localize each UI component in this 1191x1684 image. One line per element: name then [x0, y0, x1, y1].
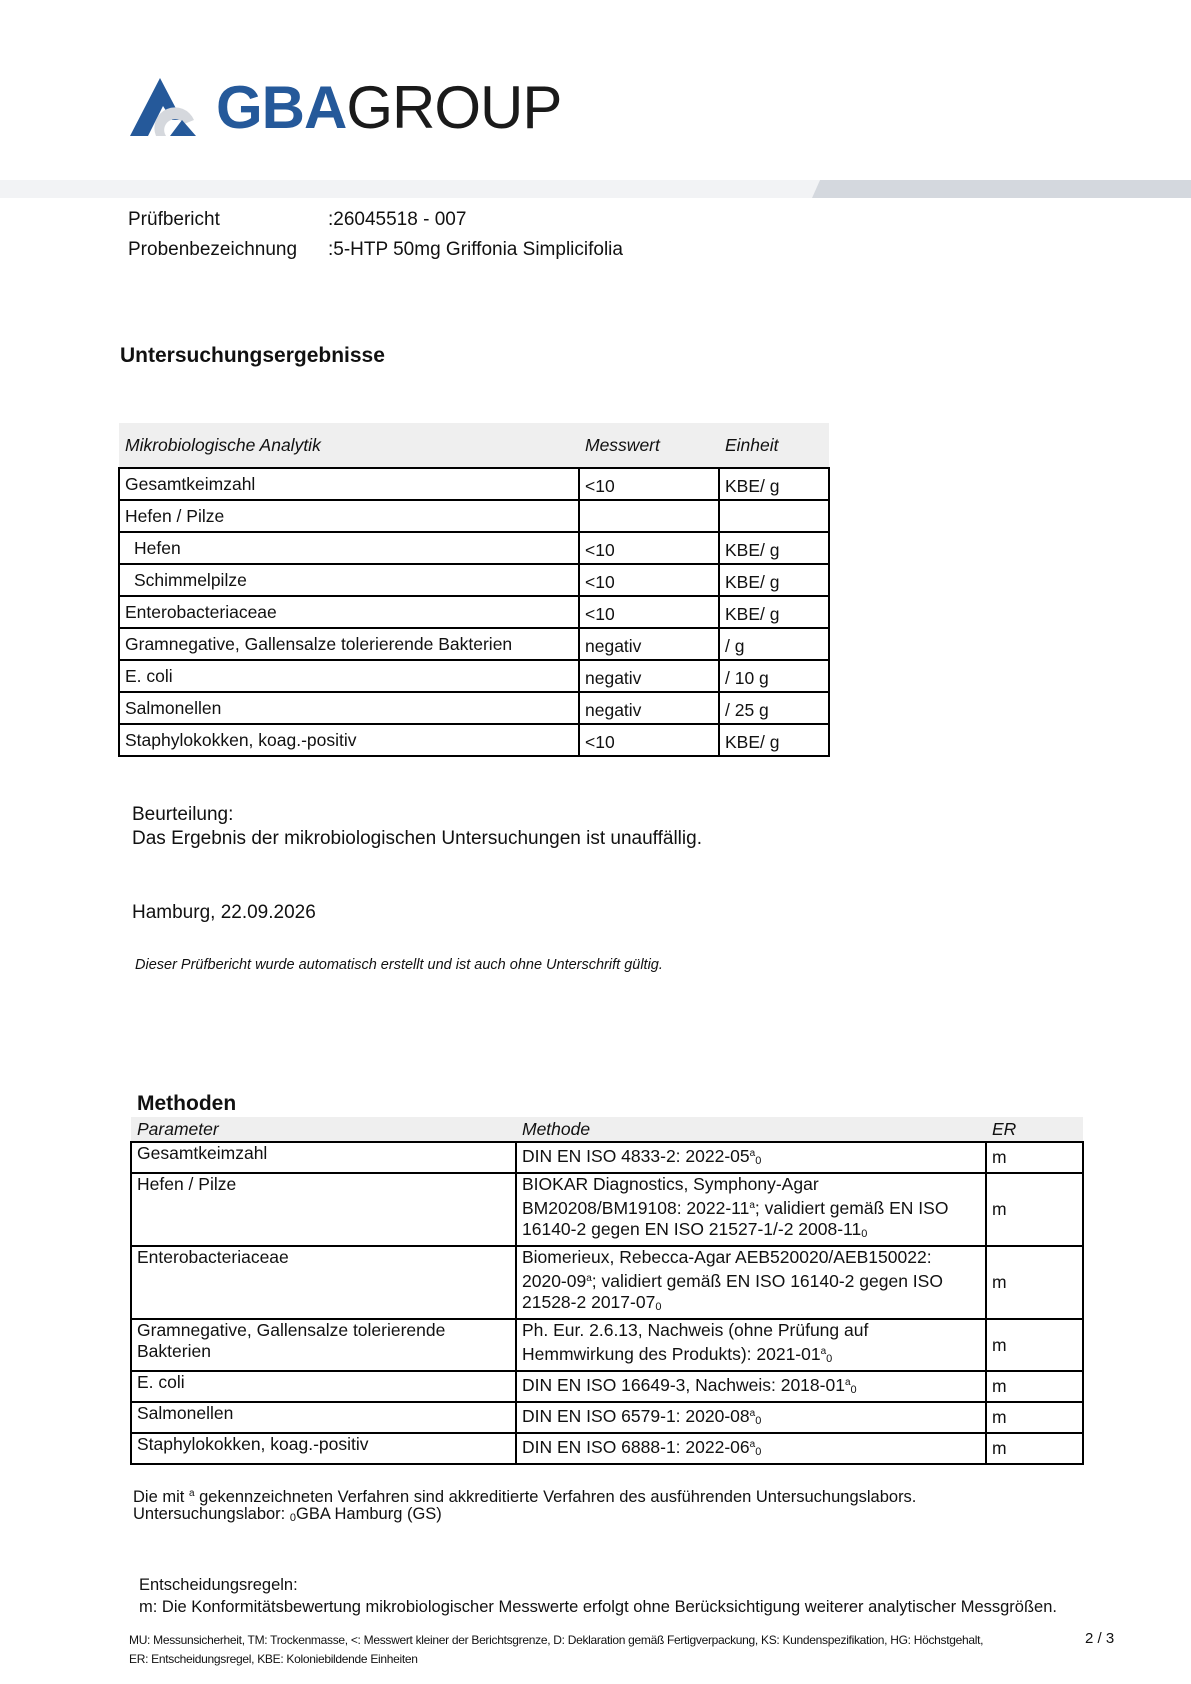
method-parameter: Salmonellen	[131, 1402, 516, 1433]
methods-title: Methoden	[137, 1092, 237, 1115]
result-value: <10	[579, 532, 719, 564]
accreditation-text: gekennzeichneten Verfahren sind akkreditierte Verfahren des ausführenden Untersuchungslabors.	[199, 1488, 917, 1506]
table-row	[131, 1402, 1083, 1433]
method-parameter: Gramnegative, Gallensalze tolerierende Bakterien	[131, 1319, 516, 1371]
result-unit: KBE/ g	[719, 468, 829, 500]
method-description	[516, 1319, 986, 1371]
table-row	[119, 564, 829, 596]
result-value: negativ	[579, 692, 719, 724]
method-text: BM20208/BM19108: 2022-11	[522, 1198, 750, 1218]
result-value: <10	[579, 564, 719, 596]
page-number: 2 / 3	[1085, 1630, 1115, 1647]
result-value: negativ	[579, 628, 719, 660]
result-value: <10	[579, 596, 719, 628]
place-date: Hamburg, 22.09.2026	[132, 902, 316, 923]
method-text: BIOKAR Diagnostics, Symphony-Agar	[522, 1174, 819, 1194]
assessment-text: Das Ergebnis der mikrobiologischen Untersuchungen ist unauffällig.	[132, 828, 702, 849]
methods-table	[130, 1117, 1084, 1465]
method-er: m	[986, 1319, 1083, 1371]
table-row	[131, 1173, 1083, 1246]
method-text: ; validiert gemäß EN ISO 16140-2 gegen ISO	[591, 1271, 943, 1291]
table-row	[131, 1142, 1083, 1173]
method-text: ; validiert gemäß EN ISO	[754, 1198, 949, 1218]
method-parameter: Enterobacteriaceae	[131, 1246, 516, 1319]
method-er: m	[986, 1402, 1083, 1433]
accredited-marker: a	[749, 1439, 756, 1450]
method-description	[516, 1246, 986, 1319]
report-number-value: :26045518 - 007	[328, 209, 467, 230]
method-text: Biomerieux, Rebecca-Agar AEB520020/AEB150022:	[522, 1247, 932, 1267]
results-table	[118, 423, 830, 757]
lab-marker: 0	[850, 1384, 857, 1396]
accredited-marker: a	[586, 1273, 592, 1284]
table-row	[131, 1319, 1083, 1371]
methods-header-method: Methode	[516, 1117, 986, 1142]
result-parameter: Salmonellen	[119, 692, 579, 724]
lab-label: Untersuchungslabor:	[133, 1505, 286, 1523]
logo-text	[216, 72, 561, 144]
table-row	[131, 1433, 1083, 1464]
sample-name-label: Probenbezeichnung	[128, 239, 298, 260]
lab-marker: 0	[861, 1228, 868, 1240]
decision-rules-label: Entscheidungsregeln:	[139, 1576, 298, 1594]
lab-line	[133, 1504, 442, 1529]
table-row	[119, 596, 829, 628]
method-er: m	[986, 1433, 1083, 1464]
result-parameter: Hefen	[119, 532, 579, 564]
results-table-header	[119, 423, 829, 468]
lab-name: GBA Hamburg (GS)	[295, 1505, 442, 1523]
result-unit: KBE/ g	[719, 564, 829, 596]
method-text: DIN EN ISO 6888-1: 2022-06	[522, 1437, 750, 1457]
result-unit: KBE/ g	[719, 596, 829, 628]
lab-marker: 0	[755, 1415, 762, 1427]
table-row	[131, 1371, 1083, 1402]
result-parameter: Enterobacteriaceae	[119, 596, 579, 628]
result-parameter: Gesamtkeimzahl	[119, 468, 579, 500]
gba-logo-mark-icon	[130, 78, 208, 142]
method-text: 16140-2 gegen EN ISO 21527-1/-2 2008-11	[522, 1219, 862, 1239]
method-description	[516, 1142, 986, 1173]
results-header-value: Messwert	[579, 423, 719, 468]
footer-abbreviations-line2: ER: Entscheidungsregel, KBE: Koloniebildende Einheiten	[129, 1652, 418, 1666]
results-header-unit: Einheit	[719, 423, 829, 468]
method-parameter: Staphylokokken, koag.-positiv	[131, 1433, 516, 1464]
methods-header-er: ER	[986, 1117, 1083, 1142]
results-header-analysis: Mikrobiologische Analytik	[119, 423, 579, 468]
footer-abbreviations-line1: MU: Messunsicherheit, TM: Trockenmasse, <: Messwert kleiner der Berichtsgrenze, D: Deklaration gemäß Fertigverpackung, KS: Kundenspezifikation, HG: Höchstgehalt,	[129, 1633, 984, 1647]
lab-marker: 0	[655, 1301, 662, 1313]
method-description	[516, 1371, 986, 1402]
lab-marker: 0	[755, 1155, 762, 1167]
signature-note: Dieser Prüfbericht wurde automatisch erstellt und ist auch ohne Unterschrift gültig.	[135, 957, 663, 973]
method-text: Ph. Eur. 2.6.13, Nachweis (ohne Prüfung auf	[522, 1320, 869, 1340]
method-text: DIN EN ISO 6579-1: 2020-08	[522, 1406, 750, 1426]
table-row	[119, 500, 829, 532]
method-description	[516, 1173, 986, 1246]
result-unit: / g	[719, 628, 829, 660]
methods-header-parameter: Parameter	[131, 1117, 516, 1142]
result-value: <10	[579, 724, 719, 756]
result-parameter: Staphylokokken, koag.-positiv	[119, 724, 579, 756]
method-text: DIN EN ISO 4833-2: 2022-05	[522, 1146, 750, 1166]
methods-table-header	[131, 1117, 1083, 1142]
table-row	[119, 628, 829, 660]
header-separator-band	[0, 180, 1191, 198]
method-er: m	[986, 1246, 1083, 1319]
method-description	[516, 1433, 986, 1464]
result-unit	[719, 500, 829, 532]
table-row	[119, 660, 829, 692]
method-text: 2020-09	[522, 1271, 587, 1291]
accredited-marker: a	[749, 1408, 756, 1419]
accredited-marker: a	[749, 1200, 755, 1211]
result-parameter: Schimmelpilze	[119, 564, 579, 596]
table-row	[119, 468, 829, 500]
result-unit: KBE/ g	[719, 724, 829, 756]
result-value: <10	[579, 468, 719, 500]
lab-marker: 0	[826, 1353, 833, 1365]
result-value: negativ	[579, 660, 719, 692]
table-row	[119, 724, 829, 756]
result-unit: / 10 g	[719, 660, 829, 692]
result-parameter: Gramnegative, Gallensalze tolerierende Bakterien	[119, 628, 579, 660]
method-text: DIN EN ISO 16649-3, Nachweis: 2018-01	[522, 1375, 845, 1395]
table-row	[119, 532, 829, 564]
accredited-marker: a	[188, 1488, 195, 1499]
gba-group-logo	[130, 74, 562, 142]
method-parameter: Gesamtkeimzahl	[131, 1142, 516, 1173]
results-title: Untersuchungsergebnisse	[120, 344, 385, 367]
table-row	[131, 1246, 1083, 1319]
lab-marker: 0	[289, 1512, 296, 1524]
accredited-marker: a	[820, 1346, 827, 1357]
accredited-marker: a	[844, 1377, 851, 1388]
method-er: m	[986, 1142, 1083, 1173]
decision-rules-text: m: Die Konformitätsbewertung mikrobiologischer Messwerte erfolgt ohne Berücksichtigung weiterer analytischer Messgrößen.	[139, 1598, 1057, 1616]
logo-text-bold: GBA	[216, 74, 347, 141]
method-parameter: Hefen / Pilze	[131, 1173, 516, 1246]
result-parameter: E. coli	[119, 660, 579, 692]
result-unit: / 25 g	[719, 692, 829, 724]
method-text: 21528-2 2017-07	[522, 1292, 656, 1312]
method-description	[516, 1402, 986, 1433]
method-er: m	[986, 1173, 1083, 1246]
method-text: Hemmwirkung des Produkts): 2021-01	[522, 1344, 821, 1364]
method-er: m	[986, 1371, 1083, 1402]
accreditation-text: Die mit	[133, 1488, 185, 1506]
assessment-label: Beurteilung:	[132, 804, 234, 825]
accredited-marker: a	[749, 1148, 756, 1159]
logo-text-light: GROUP	[346, 74, 562, 141]
result-parameter: Hefen / Pilze	[119, 500, 579, 532]
result-value	[579, 500, 719, 532]
method-parameter: E. coli	[131, 1371, 516, 1402]
sample-name-value: :5-HTP 50mg Griffonia Simplicifolia	[328, 239, 623, 260]
report-number-label: Prüfbericht	[128, 209, 220, 230]
lab-marker: 0	[755, 1446, 762, 1458]
result-unit: KBE/ g	[719, 532, 829, 564]
table-row	[119, 692, 829, 724]
